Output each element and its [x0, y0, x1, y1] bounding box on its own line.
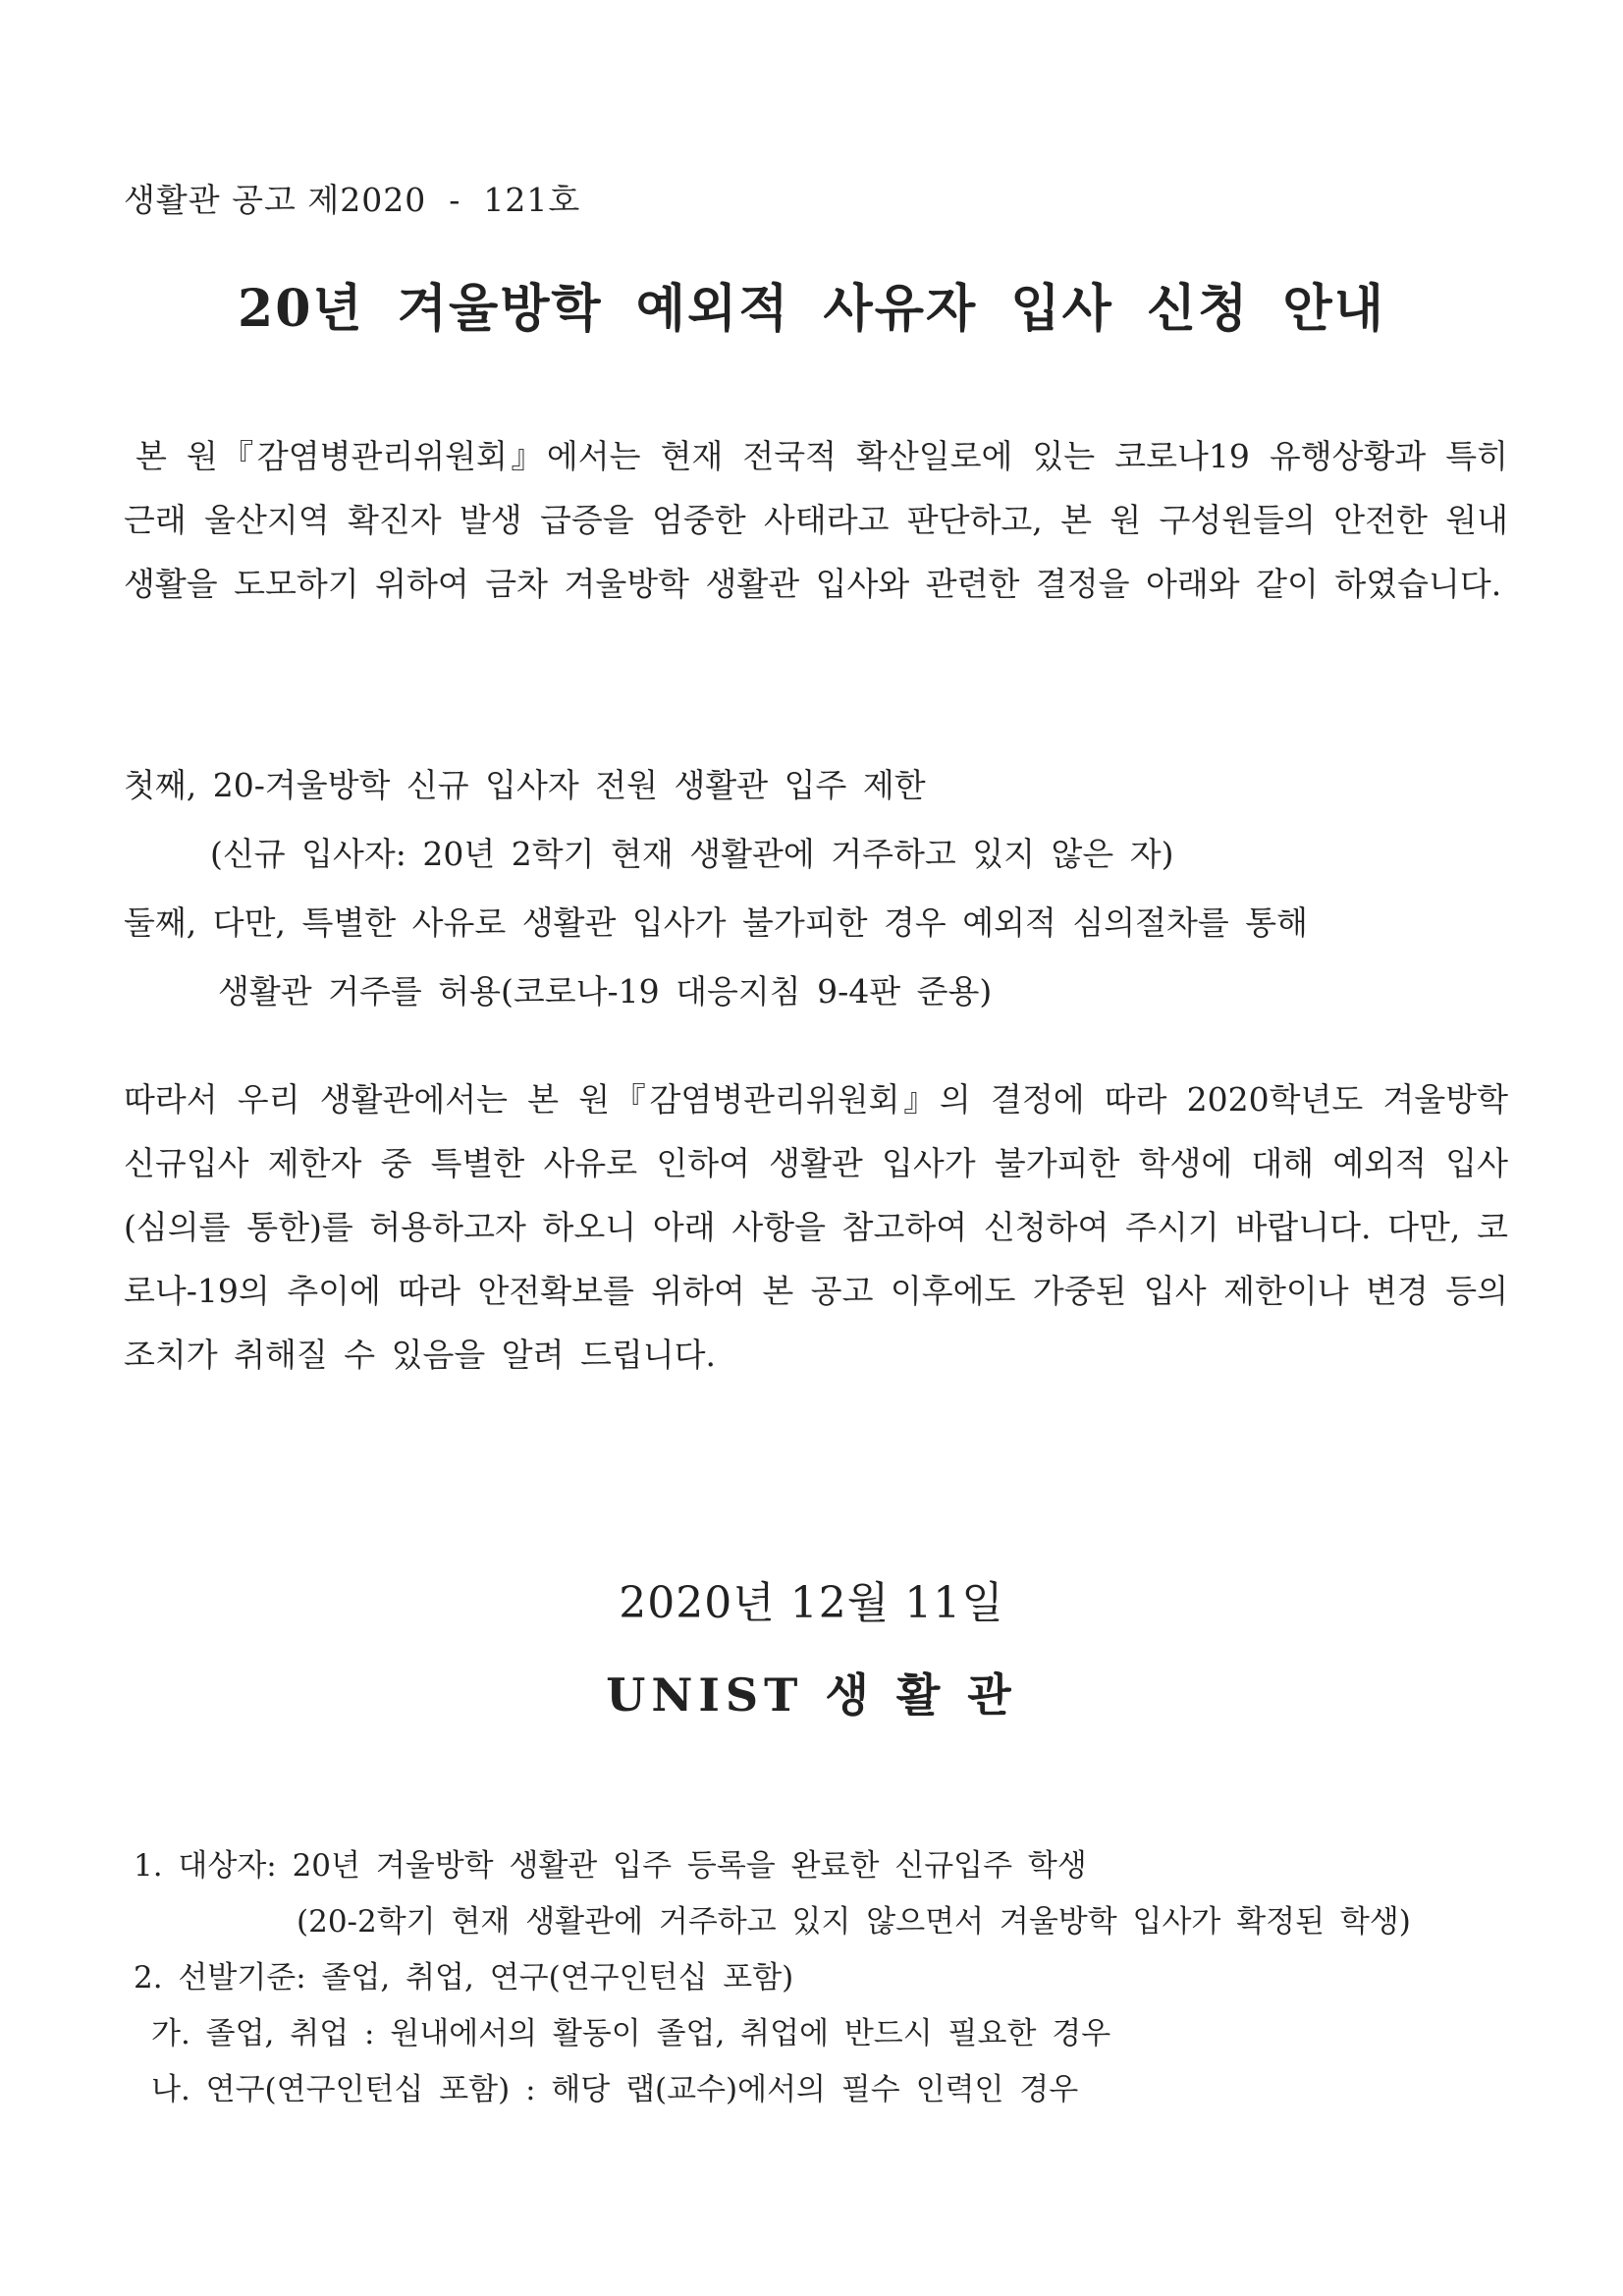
issuing-organization: UNIST 생 활 관: [606, 1668, 1017, 1722]
detail-target: 1. 대상자: 20년 겨울방학 생활관 입주 등록을 완료한 신규입주 학생: [134, 1848, 1087, 1884]
conclusion-paragraph: 따라서 우리 생활관에서는 본 원『감염병관리위원회』의 결정에 따라 2020학년도 겨울방학 신규입사 제한자 중 특별한 사유로 인하여 생활관 입사가 불가피한 학생에 대해 예외적 입사(심의를 통한)를 허용하고자 하오니 아래 사항을 참고하여 신청하여 주시기 바랍니다. 다만, 코로나-19의 추이에 따라 안전확보를 위하여 본 공고 이후에도 가중된 입사 제한이나 변경 등의 조치가 취해질 수 있음을 알려 드립니다.: [124, 1080, 1508, 1374]
detail-criteria: 2. 선발기준: 졸업, 취업, 연구(연구인턴십 포함): [134, 1960, 794, 1995]
detail-target-note: (20-2학기 현재 생활관에 거주하고 있지 않으면서 겨울방학 입사가 확정된 학생): [297, 1904, 1411, 1940]
application-details: [134, 1838, 1528, 2118]
detail-criteria-b: 나. 연구(연구인턴십 포함) : 해당 랩(교수)에서의 필수 인력인 경우: [151, 2072, 1079, 2107]
notice-number: 생활관 공고 제2020 - 121호: [124, 181, 581, 219]
decision-second-continued: 생활관 거주를 허용(코로나-19 대응지침 9-4판 준용): [218, 972, 993, 1011]
decision-second: 둘째, 다만, 특별한 사유로 생활관 입사가 불가피한 경우 예외적 심의절차를 통해: [124, 903, 1308, 942]
decision-first: 첫째, 20-겨울방학 신규 입사자 전원 생활관 입주 제한: [124, 766, 926, 804]
intro-paragraph: 본 원『감염병관리위원회』에서는 현재 전국적 확산일로에 있는 코로나19 유행상황과 특히 근래 울산지역 확진자 발생 급증을 엄중한 사태라고 판단하고, 본 원 구성원들의 안전한 원내생활을 도모하기 위하여 금차 겨울방학 생활관 입사와 관련한 결정을 아래와 같이 하였습니다.: [124, 437, 1508, 603]
detail-criteria-a: 가. 졸업, 취업 : 원내에서의 활동이 졸업, 취업에 반드시 필요한 경우: [151, 2016, 1111, 2051]
decision-list: [124, 751, 1518, 1026]
notice-date: 2020년 12월 11일: [619, 1578, 1004, 1628]
notice-title: 20년 겨울방학 예외적 사유자 입사 신청 안내: [238, 279, 1385, 339]
decision-first-note: (신규 입사자: 20년 2학기 현재 생활관에 거주하고 있지 않은 자): [210, 835, 1174, 873]
